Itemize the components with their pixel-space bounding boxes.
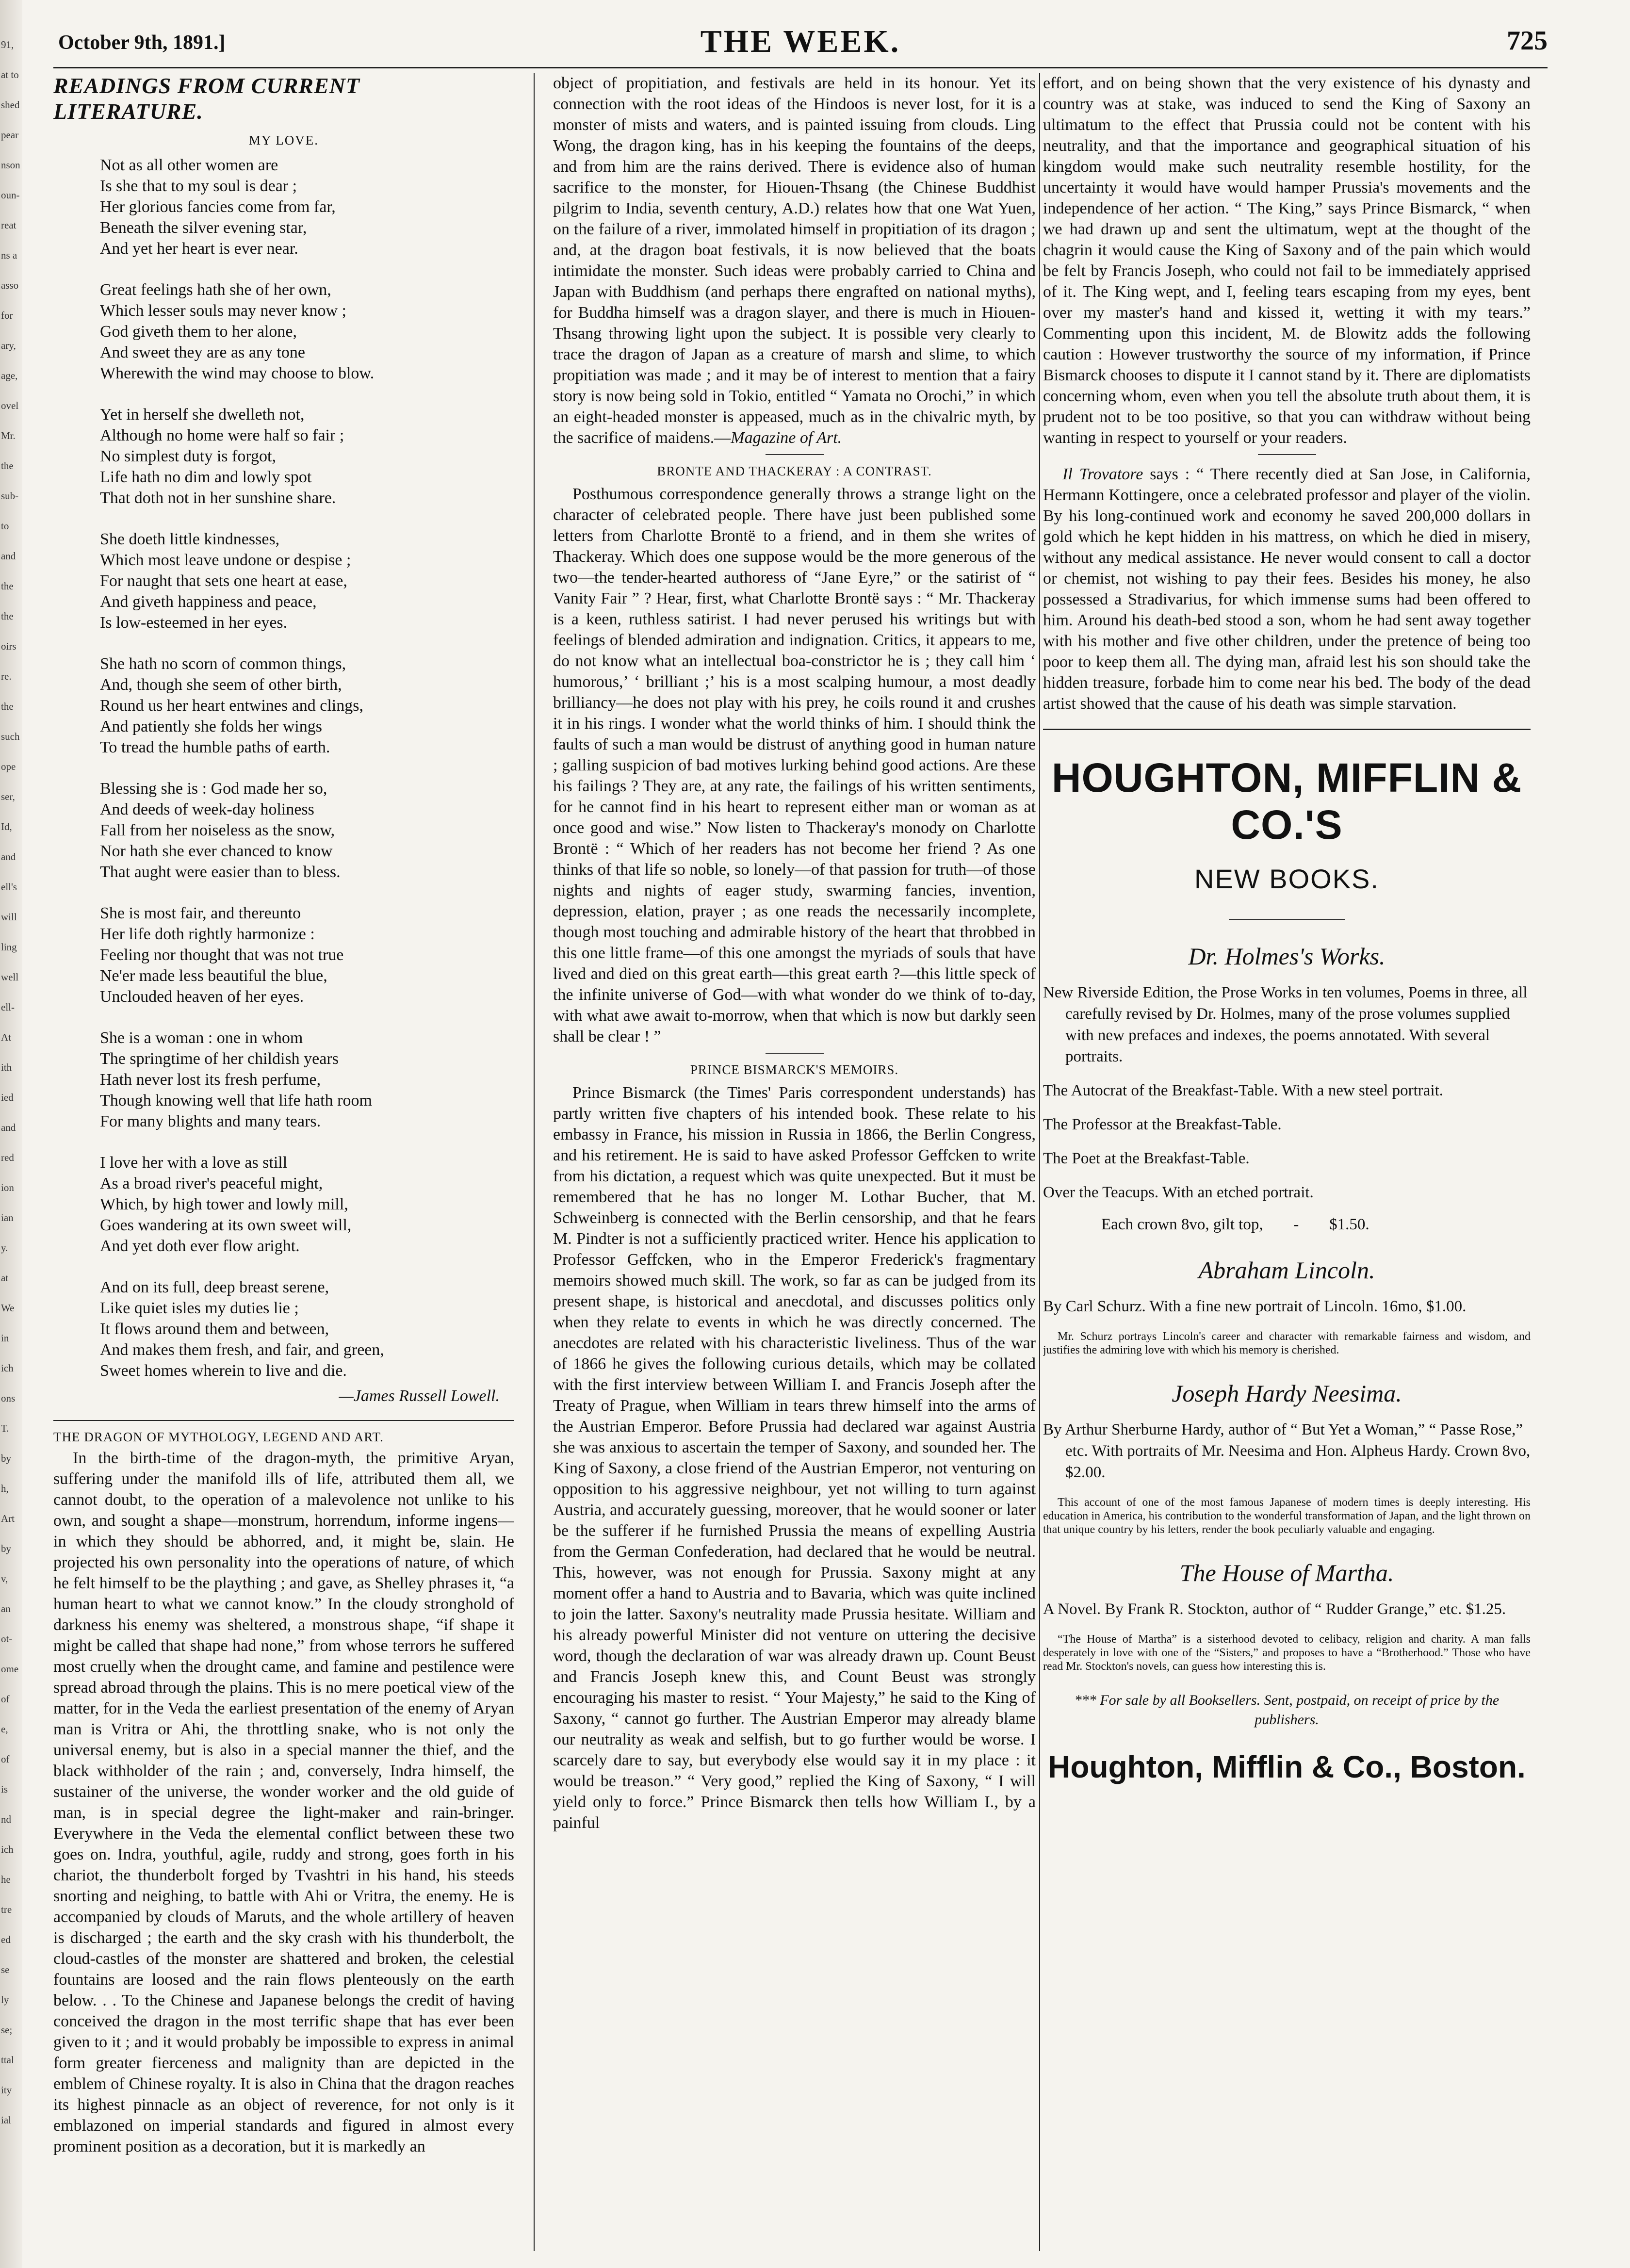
edge-fragment: tre [1, 1904, 12, 1915]
book-desc-holmes: New Riverside Edition, the Prose Works in ten volumes, Poems in three, all carefully revised by Dr. Holmes, many of the prose volumes supplied with new prefaces and indexes, the poems annotated. With several portraits. [1043, 984, 1528, 1065]
edge-fragment: at [1, 1272, 9, 1284]
poem-body [53, 155, 514, 1381]
edge-fragment: ovel [1, 400, 19, 411]
edge-fragment: well [1, 971, 19, 983]
poem-line: She is a woman : one in whom [100, 1029, 303, 1047]
edge-fragment: and [1, 851, 16, 863]
edge-fragment: se [1, 1964, 10, 1975]
edge-fragment: ity [1, 2084, 12, 2096]
issue-date: October 9th, 1891.] [58, 32, 226, 54]
edge-fragment: ith [1, 1061, 12, 1073]
edge-fragment: is [1, 1783, 8, 1795]
edge-fragment: re. [1, 670, 12, 682]
section-divider [53, 1420, 514, 1421]
poem-line: Goes wandering at its own sweet will, [100, 1216, 352, 1234]
edge-fragment: We [1, 1302, 15, 1314]
article-title-bismarck: PRINCE BISMARCK'S MEMOIRS. [690, 1062, 899, 1077]
column-right [1043, 73, 1531, 2251]
book-desc-martha: A Novel. By Frank R. Stockton, author of “ Rudder Grange,” etc. $1.25. [1043, 1600, 1506, 1618]
poem-line: And, though she seem of other birth, [100, 676, 342, 694]
edge-fragment: for [1, 310, 13, 321]
edge-fragment: v, [1, 1573, 8, 1584]
edge-fragment: ell- [1, 1001, 15, 1013]
edge-fragment: ot- [1, 1633, 13, 1645]
poem-line: And patiently she folds her wings [100, 718, 322, 735]
poem-line: Wherewith the wind may choose to blow. [100, 364, 375, 382]
price-value: $1.50. [1329, 1216, 1369, 1233]
edge-fragment: T. [1, 1422, 9, 1434]
masthead-title: THE WEEK. [700, 24, 901, 59]
edge-fragment: asso [1, 279, 19, 291]
trovatore-text: says : “ There recently died at San Jose, in California, Hermann Kottingere, once a celebrated professor and player of the violin. By his long-continued work and economy he saved 200,000 dollars in gold which he kept hidden in his mattress, on which he died in misery, without any medical assistance. He never would consent to call a doctor or chemist, not wishing to pay their fees. Besides his money, he also possessed a Stradivarius, for which immense sums had been offered to him. Around his death-bed stood a son, whom he had sent away together with his mother and five other children, under the pretence of being too poor to keep them all. The dying man, afraid lest his son should take the hidden treasure, forbade him to come near his bed. The body of the dead artist showed that the cause of his death was simple starvation. [1043, 465, 1531, 713]
poem-line: Which most leave undone or despise ; [100, 551, 351, 569]
edge-fragment: Id, [1, 821, 12, 832]
edge-fragment: by [1, 1543, 11, 1554]
edge-fragment: of [1, 1753, 10, 1765]
price-line-holmes: Each crown 8vo, gilt top, - $1.50. [1101, 1216, 1369, 1233]
poem-line: To tread the humble paths of earth. [100, 738, 330, 756]
book-heading-lincoln: Abraham Lincoln. [1198, 1256, 1375, 1284]
dragon-cont-text: object of propitiation, and festivals are held in its honour. Yet its connection with the root ideas of the Hindoos is never lost, for it is a monster of mists and waters, and is painted issuing from clouds. Ling Wong, the dragon king, has in his keeping the fountains of the deeps, and from him are the rains derived. There is evidence also of human sacrifice to the monster, for Hiouen-Thsang (the Chinese Buddhist pilgrim to India, seventh century, A.D.) relates how that one Wat Yuen, on the failure of a river, immolated himself in propitiation of its dragon ; and, at the dragon boat festivals, it is now believed that the boats intimidate the monster. Such ideas were probably carried to China and Japan with Buddhism (and perhaps there engrafted on national myths), for Buddha himself was a dragon slayer, and there is much in Hiouen-Thsang throwing light upon the subject. It is possible very clearly to trace the dragon of Japan as a creature of marsh and slime, to which propitiation was made ; and it may be of interest to mention that a fairy story is now being sold in Tokio, entitled “ Yamata no Orochi,” in which an eight-headed monster is appeased, much as in the chivalric myth, by the sacrifice of maidens.— [553, 74, 1036, 447]
poem-line: And yet her heart is ever near. [100, 240, 298, 258]
edge-fragment: the [1, 701, 14, 712]
edge-fragment: Art [1, 1513, 15, 1524]
poem-line: And deeds of week-day holiness [100, 800, 314, 818]
edge-fragment: the [1, 580, 14, 592]
column-rule-2 [1039, 73, 1040, 2251]
poem-line: Her life doth rightly harmonize : [100, 925, 315, 943]
edge-fragment: the [1, 610, 14, 622]
edge-fragment: y. [1, 1242, 8, 1254]
edge-fragment: such [1, 731, 20, 742]
poem-line: And on its full, deep breast serene, [100, 1278, 329, 1296]
poem-stanza [100, 529, 514, 633]
edge-fragment: ian [1, 1212, 14, 1224]
ad-divider [1043, 729, 1531, 730]
book-list-holmes [1043, 1080, 1531, 1203]
poem-line: And makes them fresh, and fair, and green, [100, 1341, 384, 1359]
poem-line: She is most fair, and thereunto [100, 904, 301, 922]
edge-fragment: an [1, 1603, 11, 1615]
book-heading-holmes: Dr. Holmes's Works. [1188, 943, 1386, 970]
edge-fragment: oun- [1, 189, 20, 201]
poem-line: Nor hath she ever chanced to know [100, 842, 333, 860]
poem-stanza [100, 778, 514, 882]
edge-fragment: ttal [1, 2054, 14, 2066]
poem-line: Round us her heart entwines and clings, [100, 697, 363, 715]
book-note-lincoln: Mr. Schurz portrays Lincoln's career and character with remarkable fairness and wisdom, and justifies the admiring love with which his memory is cherished. [1043, 1330, 1531, 1356]
poem-stanza [100, 404, 514, 508]
edge-fragment: reat [1, 219, 16, 231]
ad-subtitle: NEW BOOKS. [1194, 864, 1379, 894]
book-note-neesima: This account of one of the most famous Japanese of modern times is deeply interesting. His education in America, his contribution to the wonderful transformation of Japan, and the light thrown on that unique country by his letters, render the book peculiarly valuable and engaging. [1043, 1496, 1531, 1536]
poem-line: She hath no scorn of common things, [100, 655, 346, 673]
edge-fragment: ons [1, 1392, 16, 1404]
edge-fragment: 91, [1, 39, 14, 50]
edge-fragment: ion [1, 1182, 14, 1193]
poem-line: And yet doth ever flow aright. [100, 1237, 300, 1255]
poem-line: Yet in herself she dwelleth not, [100, 406, 305, 424]
article-body-bismarck: Prince Bismarck (the Times' Paris correspondent understands) has partly written five chapters of his intended book. These relate to his embassy in France, his mission in Russia in 1866, the Berlin Congress, and his retirement. He is said to have asked Professor Geffcken to write from his dictation, a request which was quite unexpected. But it must be remembered that he has no longer M. Lothar Bucher, that M. Schweinberg is connected with the Berlin censorship, and that he fears M. Pindter is not a sufficiently practiced writer. Hence his application to Professor Geffcken, who in the Emperor Frederick's fragmentary memoirs showed much skill. The work, so far as can be judged from its present shape, is historical and anecdotal, and discusses politics only when they relate to events in which he was directly concerned. The anecdotes are related with his characteristic liveliness. Thus of the war of 1866 he gives the following curious details, which may be collated with the first interview between William I. and Francis Joseph after the Treaty of Prague, when William in tears threw himself into the arms of the Austrian Emperor. Before Prussia had declared war against Austria she was anxious to ascertain the temper of Saxony, and sounded her. The King of Saxony, a close friend of the Austrian Emperor, not venturing on opposition to his aggressive neighbour, yet not willing to turn against Austria, and accurately guessing, moreover, that he would sooner or later be the sufferer if he furnished Prussia the means of expelling Austria from the German Confederation, had declared that he would be neutral. This, however, was not enough for Prussia. Saxony might at any moment offer a hand to Austria and to Bavaria, which was quite inclined to join the latter. Saxony's neutrality made Prussia hesitate. William and his already powerful Minister did not venture on uttering the decisive word, though the declaration of war was already drawn up. Count Beust and Francis Joseph knew this, and Count Beust was strongly encouraging his master to resist. “ Your Majesty,” he said to the King of Saxony, “ cannot go further. The Austrian Emperor may already blame our neutrality as weak and selfish, but to go further would be worse. I scarcely dare to say, but everybody else would say it in my place : it would be treason.” “ Very good,” replied the King of Saxony, “ I will yield only to force.” Prince Bismarck then tells how William I., by a painful [553, 1084, 1036, 1832]
edge-fragment: to [1, 520, 9, 532]
article-body-dragon-cont [553, 73, 1036, 448]
poem-line: Although no home were half so fair ; [100, 426, 344, 444]
poem-line: Unclouded heaven of her eyes. [100, 988, 304, 1006]
advertisement [1043, 754, 1531, 1785]
poem-line: Hath never lost its fresh perfume, [100, 1071, 321, 1089]
poem-line: Ne'er made less beautiful the blue, [100, 967, 327, 985]
edge-fragment: ling [1, 941, 17, 953]
poem-line: Feeling nor thought that was not true [100, 946, 344, 964]
poem-line: I love her with a love as still [100, 1154, 288, 1172]
edge-fragment: oirs [1, 640, 16, 652]
edge-fragment: ich [1, 1844, 14, 1855]
poem-line: For naught that sets one heart at ease, [100, 572, 347, 590]
edge-fragment: nd [1, 1813, 11, 1825]
ad-publisher: HOUGHTON, MIFFLIN & CO.'S [1051, 755, 1522, 848]
edge-fragment: age, [1, 370, 18, 381]
poem-line: That doth not in her sunshine share. [100, 489, 336, 507]
poem-line: That aught were easier than to bless. [100, 863, 341, 881]
poem-title: MY LOVE. [249, 133, 319, 147]
section-heading: READINGS FROM CURRENT LITERATURE. [53, 73, 360, 124]
poem-line: And giveth happiness and peace, [100, 593, 317, 611]
edge-fragment: and [1, 1122, 16, 1133]
poem-line: Great feelings hath she of her own, [100, 281, 331, 299]
edge-fragment: ied [1, 1092, 14, 1103]
poem-line: And sweet they are as any tone [100, 343, 305, 361]
column-rule-1 [534, 73, 535, 2251]
column-middle [553, 73, 1036, 2251]
scan-edge [0, 0, 22, 2268]
poem-stanza [100, 279, 514, 384]
poem-line: The springtime of her childish years [100, 1050, 339, 1068]
header-rule [53, 67, 1548, 68]
poem-line: Blessing she is : God made her so, [100, 780, 327, 798]
book-item-holmes: Over the Teacups. With an etched portrait. [1043, 1184, 1314, 1201]
poem-stanza [100, 1028, 514, 1132]
edge-fragment: the [1, 460, 14, 472]
edge-fragment: at to [1, 69, 19, 81]
dragon-source: Magazine of Art. [731, 429, 842, 447]
edge-fragment: in [1, 1332, 9, 1344]
section-divider [766, 454, 824, 455]
poem-line: Though knowing well that life hath room [100, 1092, 372, 1110]
ad-divider-short [1229, 919, 1345, 920]
article-title-dragon: THE DRAGON OF MYTHOLOGY, LEGEND AND ART. [53, 1430, 384, 1444]
article-body-bronte: Posthumous correspondence generally throws a strange light on the character of celebrated people. There have just been published some letters from Charlotte Brontë to a friend, and in them she writes of Thackeray. Which does one suppose would be the more generous of the two—the tender-hearted authoress of “Jane Eyre,” or the satirist of “ Vanity Fair ” ? Hear, first, what Charlotte Brontë says : “ Mr. Thackeray is a keen, ruthless satirist. I had never perused his writings but with feelings of blended admiration and indignation. Critics, it appears to me, do not know what an intellectual boa-constrictor he is ; they call him ‘ humorous,’ ‘ brilliant ;’ his is a most scalping humour, a most deadly brilliancy—he does not play with his prey, he coils round it and crushes it in his rings. I wonder what the world thinks of him. I should think the faults of such a man would be distrust of anything good in human nature ; galling suspicion of bad motives lurking behind good actions. Are these his failings ? They are, at any rate, the failings of his written sentiments, for he cannot find in his heart to represent either man or woman as at once good and wise.” Now listen to Thackeray's monody on Charlotte Brontë : “ Which of her readers has not become her friend ? As one thinks of that life so noble, so lonely—of that passion for truth—of those nights and nights of eager study, swarming fancies, invention, depression, elation, prayer ; as one reads the necessarily incomplete, though most touching and admirable history of the heart that throbbed in this one little frame—of this one amongst the myriads of souls that have lived and died on this great earth—this great earth ?—this little speck of the infinite universe of God—with what wonder do we think of to-day, with what awe await to-morrow, when that which is now but darkly seen shall be clear ! ” [553, 485, 1036, 1045]
poem-stanza [100, 903, 514, 1007]
poem-line: Which lesser souls may never know ; [100, 302, 346, 320]
edge-fragment: by [1, 1452, 11, 1464]
poem-line: Her glorious fancies come from far, [100, 198, 336, 216]
edge-fragment: ly [1, 1994, 9, 2006]
edge-fragment: pear [1, 129, 19, 141]
price-label: Each crown 8vo, gilt top, [1101, 1216, 1263, 1233]
edge-fragment: shed [1, 99, 20, 111]
trovatore-source: Il Trovatore [1062, 465, 1143, 483]
poem-line: God giveth them to her alone, [100, 323, 297, 341]
page-header [53, 19, 1548, 73]
poem-line: As a broad river's peaceful might, [100, 1175, 323, 1192]
poem-line: She doeth little kindnesses, [100, 530, 280, 548]
poem-stanza [100, 1277, 514, 1381]
poem-line: Life hath no dim and lowly spot [100, 468, 312, 486]
poem-line: Like quiet isles my duties lie ; [100, 1299, 299, 1317]
book-item-holmes: The Poet at the Breakfast-Table. [1043, 1150, 1250, 1167]
edge-fragment: nson [1, 159, 20, 171]
edge-fragment: ser, [1, 791, 15, 802]
edge-fragment: ed [1, 1934, 11, 1945]
section-divider [766, 1053, 824, 1054]
article-body-trovatore [1043, 464, 1531, 714]
book-heading-martha: The House of Martha. [1179, 1559, 1394, 1586]
poem-line: Which, by high tower and lowly mill, [100, 1195, 348, 1213]
poem-line: Is low-esteemed in her eyes. [100, 614, 288, 632]
poem-line: Not as all other women are [100, 156, 278, 174]
article-body-dragon: In the birth-time of the dragon-myth, the primitive Aryan, suffering under the manifold ills of life, attributed them all, we cannot doubt, to the operation of a malevolence not unlike to his own, and sought a shape—monstrum, horrendum, informe ingens—in which they should be abhorred, and, it might be, slain. He projected his own personality into the operations of nature, of which he felt himself to be the plaything ; and gave, as Shelley phrases it, “a human heart to what we cannot know.” In the cloudy stronghold of darkness his enemy was sheltered, a monstrous shape, “if shape it might be called that shape had none,” from whose terrors he suffered most cruelly when the drought came, and famine and pestilence were spread abroad through the plains. This is no mere poetical view of the matter, for in the Veda the earliest presentation of the enemy of Aryan man is Vritra or Ahi, the throttling snake, who is not only the universal enemy, but is also in a special manner the thief, and the black withholder of the rain ; and, conversely, Indra himself, the sustainer of the universe, the wonder worker and the old guide of man, is in special degree the light-maker and rain-bringer. Everywhere in the Veda the elemental conflict between these two goes on. Indra, youthful, agile, ruddy and strong, goes forth in his chariot, the thunderbolt forged by Tvashtri in his hand, his steeds snorting and neighing, to battle with Ahi or Vritra, the enemy. He is accompanied by clouds of Maruts, and the whole artillery of heaven is discharged ; the earth and the sky crash with his thunderbolt, the cloud-castles of the monster are shattered and broken, the celestial fountains are loosed and the rain flows plenteously on the earth below. . . To the Chinese and Japanese belongs the credit of having conceived the dragon in the most terrific shape that has ever been given to it ; and it would probably be impossible to express in animal form greater fierceness and malignity than are depicted in the emblem of Chinese royalty. It is also in China that the dragon reaches its highest pinnacle as an object of reverence, for not only is it emblazoned on imperial standards and figured in almost every prominent position as a decoration, but it is markedly an [53, 1449, 514, 2155]
article-body-bismarck-cont: effort, and on being shown that the very existence of his dynasty and country was at stake, was induced to send the King of Saxony an ultimatum to the effect that Prussia could not be content with his neutrality, and that the importance and geographical situation of his kingdom would make such neutrality resemble hostility, for the uncertainty it would have would hamper Prussia's movements and the independence of her action. “ The King,” says Prince Bismarck, “ when we had drawn up and sent the ultimatum, wept at the thought of the chagrin it would cause the King of Saxony and of the pain which would be felt by Francis Joseph, who could not fail to be immediately apprised of it. The King wept, and I, feeling tears escaping from my eyes, bent over my master's hand and kissed it, wetting it with my tears.” Commenting upon this incident, M. de Blowitz adds the following caution : However trustworthy the source of my information, if Prince Bismarck chooses to dispute it I cannot stand by it. There are diplomatists concerning whom, even when you tell the absolute truth about them, it is prudent not to be too positive, so that you can withdraw without being wanting in respect to yourself or your readers. [1043, 74, 1531, 447]
section-divider [1258, 454, 1316, 455]
edge-fragment: se; [1, 2024, 13, 2036]
book-heading-neesima: Joseph Hardy Neesima. [1172, 1380, 1402, 1407]
column-left [53, 73, 514, 2246]
poem-line: It flows around them and between, [100, 1320, 329, 1338]
book-desc-neesima: By Arthur Sherburne Hardy, author of “ But Yet a Woman,” “ Passe Rose,” etc. With portraits of Mr. Neesima and Hon. Alpheus Hardy. Crown 8vo, $2.00. [1043, 1421, 1531, 1481]
edge-fragment: ich [1, 1362, 14, 1374]
poem-stanza [100, 1152, 514, 1256]
edge-fragment: ell's [1, 881, 17, 893]
poem-line: Beneath the silver evening star, [100, 219, 307, 237]
poem-line: Fall from her noiseless as the snow, [100, 821, 335, 839]
sale-note: *** For sale by all Booksellers. Sent, postpaid, on receipt of price by the publishers. [1074, 1692, 1500, 1728]
poem-line: No simplest duty is forgot, [100, 447, 276, 465]
edge-fragment: sub- [1, 490, 19, 502]
edge-fragment: he [1, 1874, 11, 1885]
poem-line: Is she that to my soul is dear ; [100, 177, 297, 195]
edge-fragment: e, [1, 1723, 8, 1735]
poem-signature: —James Russell Lowell. [339, 1387, 500, 1405]
edge-fragment: ary, [1, 340, 16, 351]
book-item-holmes: The Autocrat of the Breakfast-Table. With a new steel portrait. [1043, 1082, 1444, 1099]
book-note-martha: “The House of Martha” is a sisterhood devoted to celibacy, religion and charity. A man falls desperately in love with one of the “Sisters,” and proposes to have a “Brotherhood.” Those who have read Mr. Stockton's novels, can guess how interesting this is. [1043, 1633, 1531, 1673]
edge-fragment: ome [1, 1663, 19, 1675]
edge-fragment: of [1, 1693, 10, 1705]
book-item-holmes: The Professor at the Breakfast-Table. [1043, 1116, 1282, 1133]
edge-fragment: and [1, 550, 16, 562]
article-title-bronte: BRONTE AND THACKERAY : A CONTRAST. [657, 464, 932, 478]
edge-fragment: Mr. [1, 430, 16, 441]
edge-fragment: h, [1, 1483, 9, 1494]
poem-stanza [100, 653, 514, 758]
book-desc-lincoln: By Carl Schurz. With a fine new portrait of Lincoln. 16mo, $1.00. [1043, 1298, 1467, 1315]
poem-line: Sweet homes wherein to live and die. [100, 1362, 347, 1380]
edge-fragment: At [1, 1031, 11, 1043]
poem-line: For many blights and many tears. [100, 1112, 321, 1130]
edge-fragment: will [1, 911, 17, 923]
edge-fragment: ope [1, 761, 16, 772]
poem-stanza [100, 155, 514, 259]
edge-fragment: ns a [1, 249, 17, 261]
page-number: 725 [1507, 26, 1548, 56]
edge-fragment: ial [1, 2114, 11, 2126]
edge-fragment: red [1, 1152, 14, 1163]
ad-footer: Houghton, Mifflin & Co., Boston. [1048, 1749, 1526, 1784]
